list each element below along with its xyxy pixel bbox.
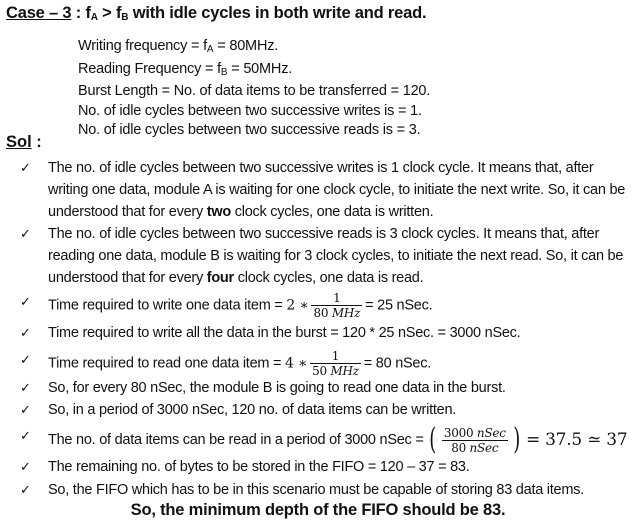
- check-icon: ✓: [20, 380, 31, 395]
- check-icon: ✓: [20, 352, 31, 367]
- idle-cycles-writes: No. of idle cycles between two successive writes is = 1.: [78, 102, 422, 119]
- check-icon: ✓: [20, 459, 31, 474]
- fa-symbol: $f_A$: [85, 4, 98, 23]
- fraction-read-items: $\frac{\text{3000 nSec}}{\text{80 nSec}}$: [443, 425, 506, 455]
- fraction-write: $\frac{1}{\text{80 MHz}}$: [313, 291, 361, 320]
- idle-cycles-reads: No. of idle cycles between two successive reads is = 3.: [78, 122, 421, 138]
- step-read-items: ✓ The no. of data items can be read in a period of 3000 nSec = ( $\frac{\text{3000 nSec}}{\text{80 nSec}}$ ) = 37.5 ≃ 37: [20, 422, 628, 457]
- step-read-time: ✓ Time required to read one data item = 4 ∗ $\frac{1}{\text{50 MHz}}$ = 80 nSec.: [20, 349, 432, 378]
- step-fifo-capacity: ✓ So, the FIFO which has to be in this scenario must be capable of storing 83 data items.: [48, 479, 632, 501]
- step-read-rate: ✓ So, for every 80 nSec, the module B is going to read one data in the burst.: [48, 377, 632, 399]
- step-burst-write-time: ✓ Time required to write all the data in the burst = 120 * 25 nSec. = 3000 nSec.: [48, 322, 632, 344]
- step-idle-reads: ✓ The no. of idle cycles between two successive reads is 3 clock cycles. It means that, after reading one data, module B is waiting for 3 clock cycles, to initiate the next read. So, it can be understood that for every four clock cycles, one data is read.: [48, 223, 632, 289]
- burst-length: Burst Length = No. of data items to be transferred = 120.: [78, 83, 431, 99]
- solution-heading: Sol :: [6, 133, 42, 151]
- case-label: Case – 3: [6, 4, 72, 22]
- fraction-read: $\frac{1}{\text{50 MHz}}$: [312, 349, 359, 378]
- check-icon: ✓: [20, 428, 31, 443]
- step-written-items: ✓ So, in a period of 3000 nSec, 120 no. of data items can be written.: [48, 399, 632, 421]
- check-icon: ✓: [20, 482, 31, 497]
- step-idle-writes: ✓ The no. of idle cycles between two successive writes is 1 clock cycle. It means that, after writing one data, module A is waiting for one clock cycle, to initiate the next write. So, it can be understood that for every two clock cycles, one data is written.: [48, 157, 632, 223]
- step-write-time: ✓ Time required to write one data item = 2 ∗ $\frac{1}{\text{80 MHz}}$ = 25 nSec.: [20, 291, 433, 320]
- given-parameters: [78, 37, 430, 141]
- check-icon: ✓: [20, 325, 31, 340]
- conclusion: So, the minimum depth of the FIFO should be 83.: [130, 501, 506, 519]
- check-icon: ✓: [20, 294, 31, 309]
- check-icon: ✓: [20, 226, 31, 241]
- check-icon: ✓: [20, 402, 31, 417]
- writing-frequency: Writing frequency = $f_A = 80MHz$.: [78, 38, 279, 55]
- case-heading: Case – 3 : $f_A > f_B$ with idle cycles in both write and read.: [6, 4, 427, 23]
- reading-frequency: Reading Frequency = $f_B = 50MHz$.: [78, 60, 293, 78]
- fb-symbol: $f_B$: [116, 4, 129, 23]
- check-icon: ✓: [20, 160, 31, 175]
- step-remaining-bytes: ✓ The remaining no. of bytes to be stored in the FIFO = 120 – 37 = 83.: [48, 456, 632, 478]
